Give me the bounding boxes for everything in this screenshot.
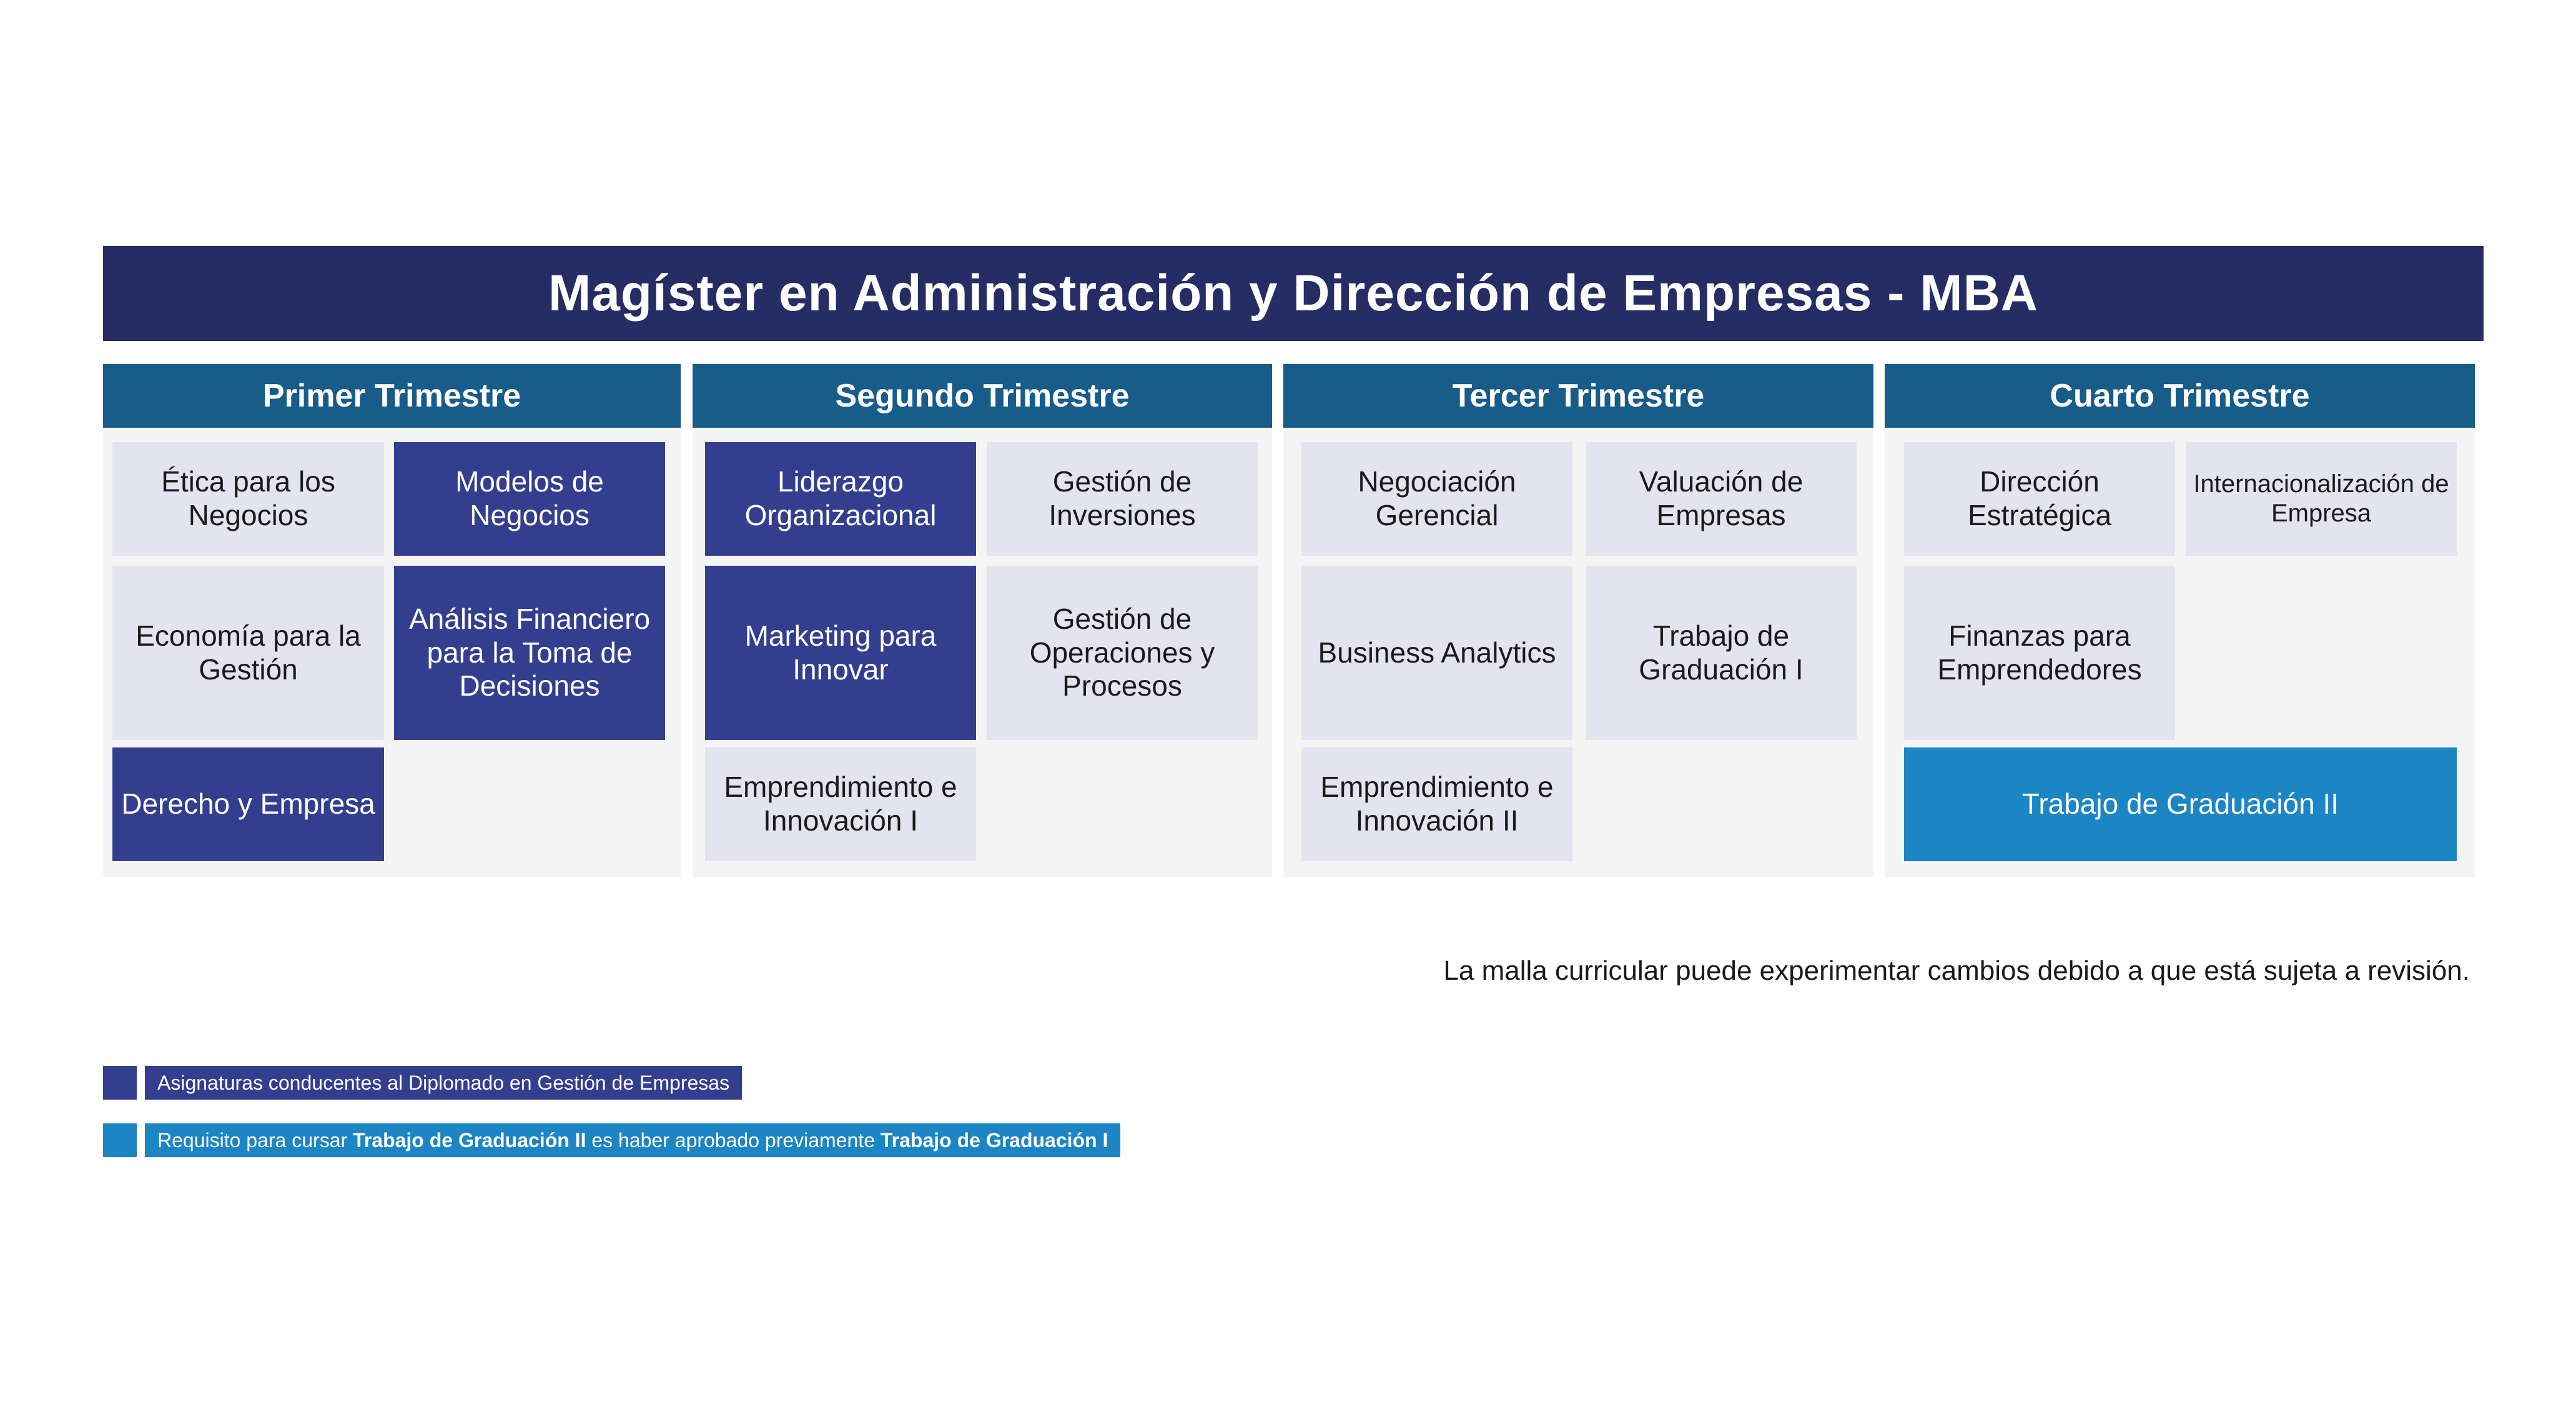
course-etica-negocios: Ética para los Negocios <box>112 442 384 556</box>
course-direccion-estrategica: Dirección Estratégica <box>1904 442 2175 556</box>
revision-note: La malla curricular puede experimentar cambios debido a que está sujeta a revisión. <box>1443 955 2470 986</box>
course-gestion-inversiones: Gestión de Inversiones <box>987 442 1258 556</box>
course-modelos-negocios: Modelos de Negocios <box>394 442 665 556</box>
page-title: Magíster en Administración y Dirección de Empresas - MBA <box>103 246 2484 341</box>
course-trabajo-graduacion-2: Trabajo de Graduación II <box>1904 747 2457 861</box>
course-business-analytics: Business Analytics <box>1301 566 1572 740</box>
course-emprendimiento-1: Emprendimiento e Innovación I <box>705 747 976 861</box>
course-liderazgo-organizacional: Liderazgo Organizacional <box>705 442 976 556</box>
legend-req-prefix: Requisito para cursar <box>157 1128 353 1151</box>
course-analisis-financiero: Análisis Financiero para la Toma de Decisiones <box>394 566 665 740</box>
legend-requisite-swatch <box>103 1123 137 1157</box>
course-negociacion-gerencial: Negociación Gerencial <box>1301 442 1572 556</box>
course-emprendimiento-2: Emprendimiento e Innovación II <box>1301 747 1572 861</box>
quarter-header-cuarto: Cuarto Trimestre <box>1885 364 2475 428</box>
course-marketing-innovar: Marketing para Innovar <box>705 566 976 740</box>
quarter-header-segundo: Segundo Trimestre <box>693 364 1272 428</box>
course-valuacion-empresas: Valuación de Empresas <box>1586 442 1857 556</box>
quarter-header-tercer: Tercer Trimestre <box>1283 364 1873 428</box>
course-gestion-operaciones: Gestión de Operaciones y Procesos <box>987 566 1258 740</box>
legend-diploma-swatch <box>103 1066 137 1100</box>
legend-req-course2: Trabajo de Graduación II <box>353 1128 586 1151</box>
quarter-header-primer: Primer Trimestre <box>103 364 681 428</box>
legend-req-middle: es haber aprobado previamente <box>586 1128 881 1151</box>
course-finanzas-emprendedores: Finanzas para Emprendedores <box>1904 566 2175 740</box>
course-derecho-empresa: Derecho y Empresa <box>112 747 384 861</box>
course-trabajo-graduacion-1: Trabajo de Graduación I <box>1586 566 1857 740</box>
course-economia-gestion: Economía para la Gestión <box>112 566 384 740</box>
legend-requisite-label <box>145 1123 1120 1157</box>
course-internacionalizacion: Internacionalización de Empresa <box>2186 442 2457 556</box>
legend-req-course1: Trabajo de Graduación I <box>880 1128 1108 1151</box>
legend-diploma-label: Asignaturas conducentes al Diplomado en Gestión de Empresas <box>145 1066 742 1100</box>
